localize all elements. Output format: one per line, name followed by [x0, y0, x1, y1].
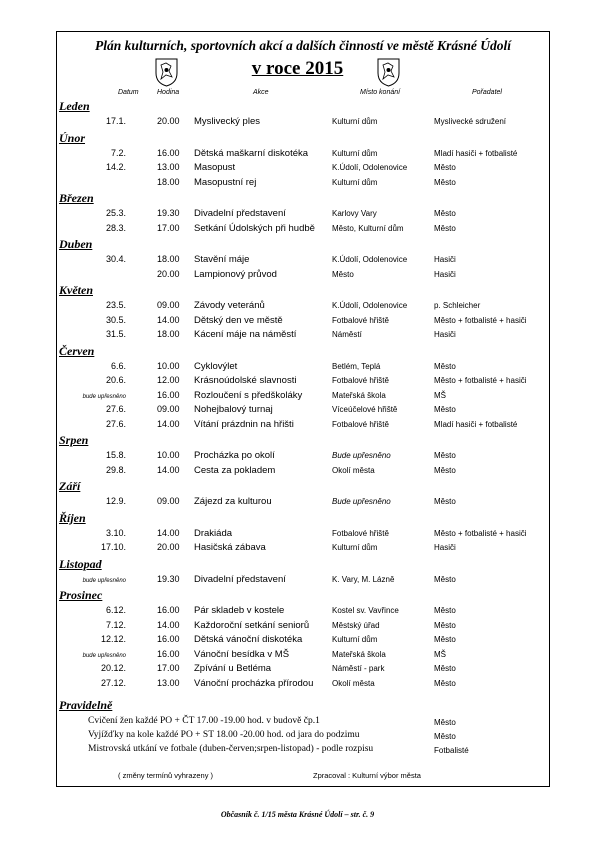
event-time: 16.00: [157, 648, 180, 659]
event-date: 30.5.: [105, 314, 126, 325]
event-name: Zpívání u Betléma: [194, 663, 272, 674]
event-organizer: Myslivecké sdružení: [434, 117, 507, 126]
event-name: Vánoční procházka přírodou: [194, 677, 314, 689]
regular-item-text: Cvičení žen každé PO + ČT 17.00 -19.00 hod. v budově čp.1: [88, 716, 320, 726]
event-name: Závody veteránů: [194, 300, 265, 311]
header-event: Akce: [253, 89, 269, 96]
event-organizer: Hasiči: [434, 269, 456, 279]
event-date: 7.12.: [105, 619, 126, 630]
month-heading: Říjen: [59, 510, 86, 525]
page-footer: Občasník č. 1/15 města Krásné Údolí – str. č. 9: [220, 810, 375, 819]
event-name: Dětská vánoční diskotéka: [194, 634, 303, 645]
event-time: 16.00: [157, 605, 180, 615]
prepared-by: Zpracoval : Kulturní výbor města: [313, 771, 421, 780]
event-place: Bude upřesněno: [332, 451, 391, 460]
event-time: 10.00: [157, 360, 180, 371]
regular-item-text: Mistrovská utkání ve fotbale (duben-červen;srpen-listopad) - podle rozpisu: [88, 744, 374, 754]
event-place: Bude upřesněno: [332, 497, 391, 506]
event-place: Město, Kulturní dům: [332, 223, 404, 233]
event-name: Masopust: [194, 162, 236, 173]
event-time: 18.00: [157, 176, 180, 187]
event-time: 17.00: [157, 222, 180, 233]
event-organizer: Město + fotbalisté + hasiči: [434, 376, 527, 385]
event-organizer: Město: [434, 678, 456, 688]
event-organizer: Město + fotbalisté + hasiči: [434, 315, 527, 325]
year-heading: v roce 2015: [251, 58, 344, 79]
month-heading: Duben: [59, 237, 93, 251]
event-organizer: Město: [434, 163, 456, 172]
event-date: 17.1.: [105, 116, 126, 126]
event-place: Fotbalové hřiště: [332, 528, 389, 538]
event-organizer: Město: [434, 606, 456, 615]
event-date: 28.3.: [105, 222, 126, 233]
event-time: 10.00: [157, 450, 180, 460]
event-date: 23.5.: [105, 300, 126, 310]
event-organizer: Město: [434, 177, 456, 187]
event-time: 09.00: [157, 404, 180, 414]
regular-item-text: Vyjížďky na kole každé PO + ST 18.00 -20.00 hod. od jara do podzimu: [88, 730, 360, 740]
event-name: Stavění máje: [194, 254, 250, 265]
header-org: Pořadatel: [472, 89, 502, 96]
event-organizer: Hasiči: [434, 330, 456, 339]
event-time: 16.00: [157, 389, 180, 400]
event-name: Zájezd za kulturou: [194, 496, 272, 507]
event-name: Lampionový průvod: [194, 268, 277, 280]
event-time: 14.00: [157, 314, 180, 325]
event-name: Divadelní představení: [194, 208, 286, 219]
regular-item-org: Město: [434, 732, 456, 741]
event-time: 20.00: [157, 542, 180, 552]
event-place: Kulturní dům: [332, 117, 378, 126]
event-time: 13.00: [157, 162, 180, 172]
event-time: 18.00: [157, 254, 180, 264]
regular-heading: Pravidelně: [59, 698, 113, 712]
event-time: 19.30: [157, 208, 180, 218]
event-date: 31.5.: [105, 329, 126, 339]
regular-item-org: Město: [434, 718, 456, 727]
header-place: Místo konání: [360, 89, 401, 96]
event-organizer: Město: [434, 620, 456, 630]
event-name: Vítání prázdnin na hřišti: [194, 418, 294, 430]
town-crest-icon: [154, 57, 179, 87]
event-name: Dětský den ve městě: [194, 314, 283, 326]
event-time: 18.00: [157, 329, 180, 339]
event-time: 14.00: [157, 418, 180, 429]
event-name: Každoroční setkání seniorů: [194, 619, 310, 631]
event-name: Drakiáda: [194, 527, 233, 539]
event-time: 16.00: [157, 147, 180, 158]
event-date: 14.2.: [105, 162, 126, 172]
event-time: 12.00: [157, 375, 180, 385]
event-date: 30.4.: [105, 254, 126, 264]
event-organizer: Město: [434, 223, 456, 233]
event-time: 14.00: [157, 527, 180, 538]
month-heading: Březen: [59, 191, 94, 205]
event-place: Město: [332, 269, 354, 279]
event-organizer: Město: [434, 451, 456, 460]
event-time: 13.00: [157, 677, 180, 688]
month-heading: Leden: [59, 99, 90, 113]
event-date: 27.12.: [100, 677, 126, 688]
event-date: bude upřesněno: [82, 393, 126, 400]
event-time: 19.30: [157, 573, 180, 584]
event-organizer: MŠ: [434, 649, 446, 659]
event-name: Setkání Údolských při hudbě: [194, 222, 315, 234]
changes-note: ( změny termínů vyhrazeny ): [118, 771, 214, 780]
page-title: Plán kulturních, sportovních akcí a dalších činností ve městě Krásné Údolí: [95, 38, 511, 53]
event-place: Okolí města: [332, 465, 375, 475]
event-name: Myslivecký ples: [194, 116, 260, 127]
event-place: Fotbalové hřiště: [332, 315, 389, 325]
event-organizer: Město: [434, 497, 456, 506]
event-name: Vánoční besídka v MŠ: [194, 648, 290, 660]
event-date: 29.8.: [105, 464, 126, 475]
event-name: Dětská maškarní diskotéka: [194, 147, 309, 159]
month-heading: Únor: [59, 130, 86, 145]
event-place: Fotbalové hřiště: [332, 419, 389, 429]
event-date: 15.8.: [105, 450, 126, 460]
event-place: Náměstí - park: [332, 664, 385, 673]
event-date: 20.6.: [105, 375, 126, 385]
event-date: 6.12.: [105, 605, 126, 615]
event-place: Městský úřad: [332, 620, 380, 630]
event-place: Víceúčelové hřiště: [332, 405, 398, 414]
event-date: 25.3.: [105, 208, 126, 218]
event-place: Karlovy Vary: [332, 209, 377, 218]
event-organizer: p. Schleicher: [434, 301, 481, 310]
event-organizer: Město: [434, 405, 456, 414]
event-place: Náměstí: [332, 330, 362, 339]
event-organizer: Město: [434, 361, 456, 371]
event-place: Mateřská škola: [332, 649, 386, 659]
event-organizer: Město: [434, 209, 456, 218]
event-place: Kulturní dům: [332, 543, 378, 552]
event-organizer: Město: [434, 635, 456, 644]
regular-item-org: Fotbalisté: [434, 746, 469, 755]
event-time: 09.00: [157, 496, 180, 506]
event-place: Mateřská škola: [332, 390, 386, 400]
event-place: Fotbalové hřiště: [332, 376, 389, 385]
month-heading: Září: [59, 479, 81, 493]
event-name: Pár skladeb v kostele: [194, 605, 285, 616]
event-place: Kulturní dům: [332, 177, 378, 187]
event-name: Masopustní rej: [194, 176, 257, 188]
month-heading: Květen: [59, 283, 93, 297]
event-name: Rozloučení s předškoláky: [194, 389, 303, 401]
header-date: Datum: [118, 89, 139, 96]
event-place: Okolí města: [332, 678, 375, 688]
month-heading: Prosinec: [59, 588, 103, 602]
event-date: 6.6.: [110, 360, 126, 371]
header-time: Hodina: [157, 89, 180, 96]
event-organizer: Město + fotbalisté + hasiči: [434, 528, 527, 538]
event-place: Kulturní dům: [332, 148, 378, 158]
event-organizer: Město: [434, 574, 456, 584]
event-date: 27.6.: [105, 404, 126, 414]
event-place: Kulturní dům: [332, 635, 378, 644]
event-organizer: Hasiči: [434, 543, 456, 552]
event-place: K.Údolí, Odolenovice: [332, 301, 408, 310]
event-organizer: MŠ: [434, 390, 446, 400]
event-time: 14.00: [157, 619, 180, 630]
event-name: Divadelní představení: [194, 573, 286, 585]
event-time: 20.00: [157, 268, 180, 279]
event-date: 7.2.: [110, 147, 126, 158]
event-name: Cyklovýlet: [194, 360, 238, 372]
event-place: Betlém, Teplá: [332, 361, 381, 371]
event-date: 12.9.: [105, 496, 126, 506]
event-name: Nohejbalový turnaj: [194, 404, 273, 415]
event-name: Hasičská zábava: [194, 542, 266, 553]
event-date: bude upřesněno: [82, 577, 126, 584]
month-heading: Srpen: [59, 433, 89, 447]
month-heading: Červen: [59, 343, 95, 358]
event-date: 3.10.: [105, 527, 126, 538]
event-organizer: Město: [434, 664, 456, 673]
event-organizer: Hasiči: [434, 255, 456, 264]
event-name: Cesta za pokladem: [194, 464, 276, 476]
event-organizer: Mladí hasiči + fotbalisté: [434, 419, 518, 429]
event-date: 12.12.: [100, 634, 126, 644]
event-time: 16.00: [157, 634, 180, 644]
event-time: 14.00: [157, 464, 180, 475]
event-place: K.Údolí, Odolenovice: [332, 255, 408, 264]
event-organizer: Město: [434, 465, 456, 475]
month-heading: Listopad: [59, 556, 102, 571]
event-place: K. Vary, M. Lázně: [332, 574, 395, 584]
event-place: K.Údolí, Odolenovice: [332, 163, 408, 172]
event-place: Kostel sv. Vavřince: [332, 606, 399, 615]
event-name: Krásnoúdolské slavnosti: [194, 375, 297, 386]
event-date: 27.6.: [105, 418, 126, 429]
event-name: Kácení máje na náměstí: [194, 329, 297, 340]
event-time: 20.00: [157, 116, 180, 126]
event-date: 20.12.: [100, 663, 126, 673]
page-frame: [56, 31, 550, 787]
event-date: 17.10.: [100, 542, 126, 552]
event-time: 17.00: [157, 663, 180, 673]
event-time: 09.00: [157, 300, 180, 310]
event-date: bude upřesněno: [82, 652, 126, 659]
town-crest-icon: [376, 57, 401, 87]
event-organizer: Mladí hasiči + fotbalisté: [434, 148, 518, 158]
event-name: Procházka po okolí: [194, 450, 275, 461]
